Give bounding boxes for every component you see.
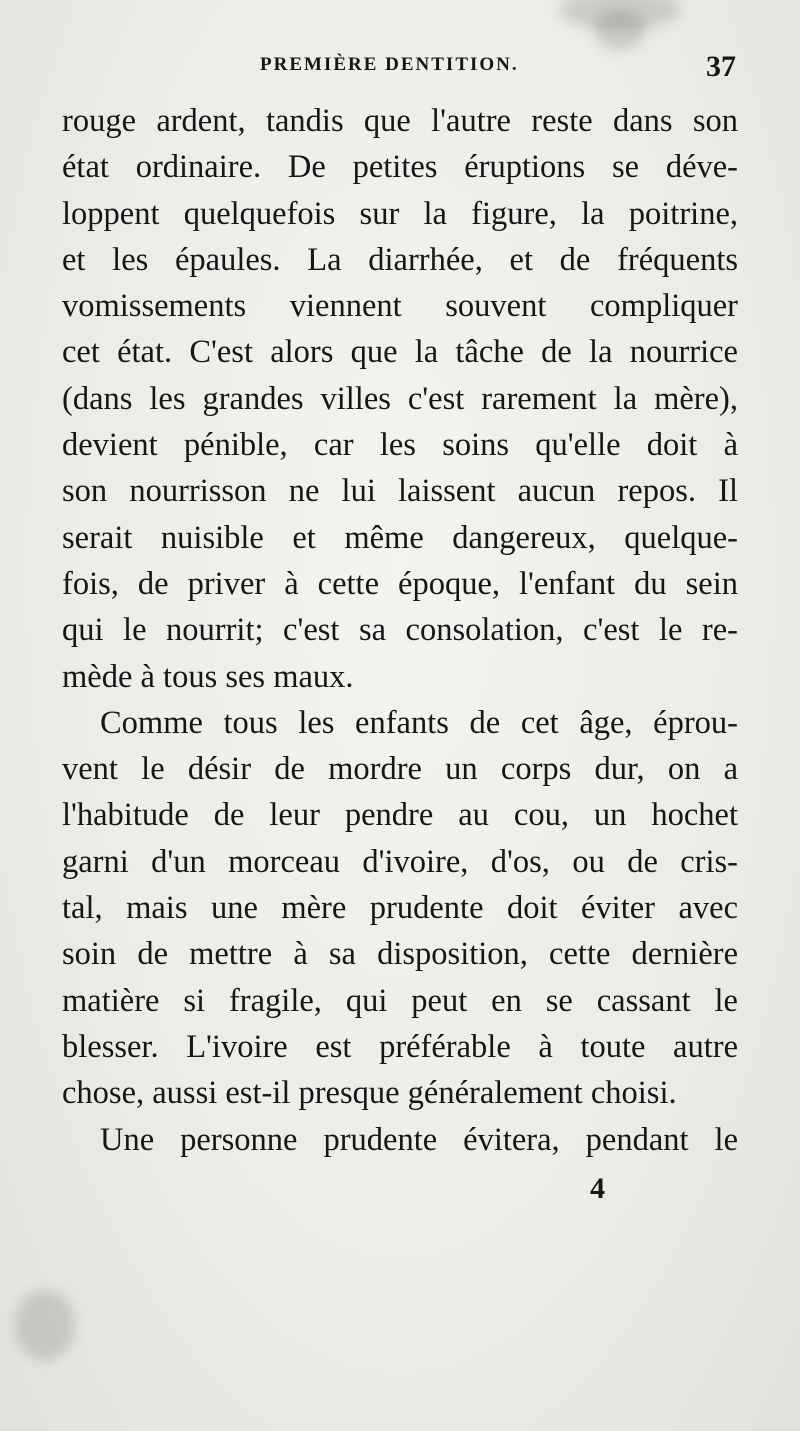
text-line: serait nuisible et même dangereux, quelque- <box>62 519 738 556</box>
running-head: PREMIÈRE DENTITION. <box>260 54 519 75</box>
paper-stain <box>595 10 645 50</box>
text-line: mède à tous ses maux. <box>62 658 354 695</box>
text-line: l'habitude de leur pendre au cou, un hochet <box>62 797 738 834</box>
signature-mark: 4 <box>590 1172 605 1205</box>
text-line: garni d'un morceau d'ivoire, d'os, ou de cris- <box>62 843 738 880</box>
text-line: Une personne prudente évitera, pendant le <box>100 1121 738 1158</box>
text-line: Comme tous les enfants de cet âge, éprou- <box>100 704 738 741</box>
text-line: tal, mais une mère prudente doit éviter avec <box>62 890 738 927</box>
text-line: état ordinaire. De petites éruptions se déve- <box>62 149 738 186</box>
text-line: et les épaules. La diarrhée, et de fréquents <box>62 241 738 278</box>
text-line: vent le désir de mordre un corps dur, on a <box>62 751 738 788</box>
text-line: qui le nourrit; c'est sa consolation, c'est le re- <box>62 612 738 649</box>
text-line: soin de mettre à sa disposition, cette dernière <box>62 936 738 973</box>
text-line: (dans les grandes villes c'est rarement la mère), <box>62 380 738 417</box>
page-header <box>60 50 740 90</box>
body-text <box>62 98 738 1163</box>
text-line: matière si fragile, qui peut en se cassant le <box>62 982 738 1019</box>
text-line: cet état. C'est alors que la tâche de la nourrice <box>62 334 738 371</box>
text-line: rouge ardent, tandis que l'autre reste dans son <box>62 103 738 139</box>
text-line: chose, aussi est-il presque généralement choisi. <box>62 1075 677 1112</box>
text-line: son nourrisson ne lui laissent aucun repos. Il <box>62 473 738 510</box>
text-line: blesser. L'ivoire est préférable à toute autre <box>62 1028 738 1065</box>
text-line: fois, de priver à cette époque, l'enfant du sein <box>62 565 738 602</box>
text-line: devient pénible, car les soins qu'elle doit à <box>62 427 738 464</box>
text-line: vomissements viennent souvent compliquer <box>62 288 738 325</box>
paper-stain <box>15 1290 75 1360</box>
page-number: 37 <box>706 50 736 83</box>
text-line: loppent quelquefois sur la figure, la poitrine, <box>62 195 738 232</box>
